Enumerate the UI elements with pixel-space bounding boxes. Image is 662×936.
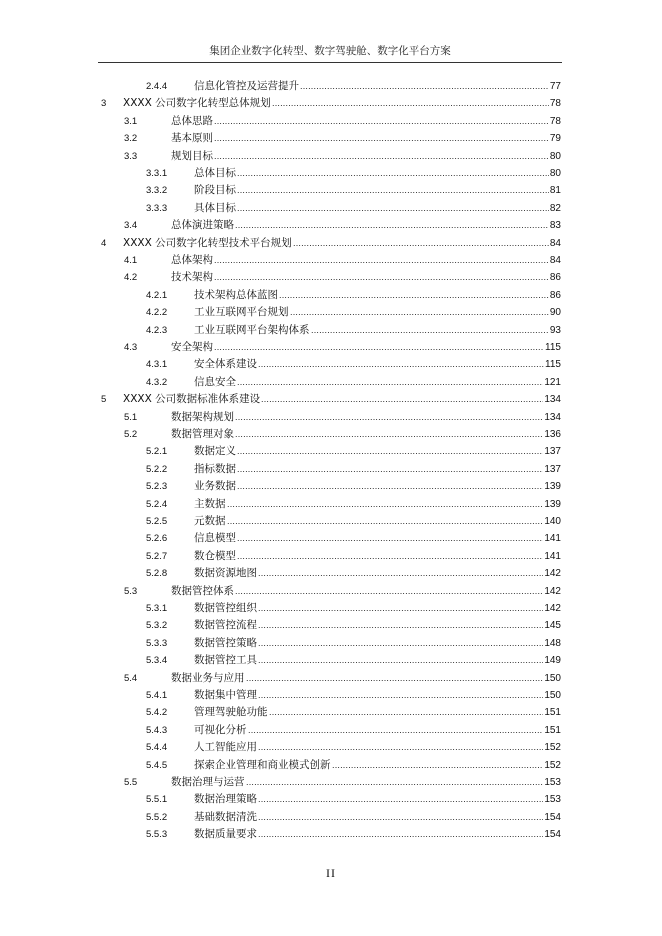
toc-leader-dots bbox=[237, 165, 549, 182]
toc-entry-title: 可视化分析 bbox=[194, 723, 247, 736]
toc-entry-number: 4.3.2 bbox=[146, 376, 168, 388]
toc-entry-number: 3.2 bbox=[124, 133, 138, 145]
toc-entry-page: 136 bbox=[544, 429, 561, 440]
toc-entry[interactable] bbox=[0, 130, 662, 147]
toc-entry-number: 5.3.4 bbox=[146, 655, 168, 667]
toc-leader-dots bbox=[258, 809, 543, 826]
toc-entry[interactable] bbox=[0, 826, 662, 843]
toc-entry-number: 5.2 bbox=[124, 429, 138, 440]
toc-leader-dots bbox=[290, 304, 549, 321]
toc-entry-number: 4.1 bbox=[124, 255, 138, 266]
toc-entry-page: 151 bbox=[544, 724, 561, 736]
toc-leader-dots bbox=[235, 217, 549, 234]
toc-entry-title: XXXX 公司数字化转型总体规划 bbox=[123, 97, 271, 110]
toc-entry-number: 5.3.1 bbox=[146, 603, 168, 614]
toc-entry[interactable] bbox=[0, 182, 662, 199]
toc-entry[interactable] bbox=[0, 391, 662, 408]
toc-entry-page: 80 bbox=[549, 168, 561, 179]
toc-leader-dots bbox=[214, 113, 549, 130]
toc-entry[interactable] bbox=[0, 635, 662, 652]
toc-entry-number: 4.2 bbox=[124, 272, 138, 284]
toc-entry-page: 81 bbox=[549, 185, 561, 197]
toc-entry-page: 142 bbox=[544, 568, 561, 580]
toc-entry[interactable] bbox=[0, 443, 662, 460]
toc-entry-page: 137 bbox=[544, 463, 561, 475]
toc-entry-title: 数据管控组织 bbox=[194, 602, 257, 614]
toc-leader-dots bbox=[237, 200, 549, 217]
toc-entry-number: 5.2.3 bbox=[146, 481, 168, 493]
toc-leader-dots bbox=[235, 426, 543, 443]
toc-leader-dots bbox=[237, 530, 543, 547]
toc-entry[interactable] bbox=[0, 461, 662, 478]
toc-entry[interactable] bbox=[0, 148, 662, 165]
toc-entry-number: 5.1 bbox=[124, 411, 138, 423]
toc-entry[interactable] bbox=[0, 774, 662, 791]
toc-entry-page: 141 bbox=[544, 533, 561, 545]
toc-entry-page: 152 bbox=[544, 759, 561, 771]
toc-entry-page: 79 bbox=[549, 133, 561, 145]
toc-entry-page: 153 bbox=[544, 777, 561, 788]
toc-leader-dots bbox=[272, 95, 549, 112]
toc-entry-number: 5.2.6 bbox=[146, 533, 168, 545]
toc-entry-title: 数据定义 bbox=[194, 445, 236, 458]
toc-entry-title: 人工智能应用 bbox=[194, 741, 257, 754]
toc-entry[interactable] bbox=[0, 722, 662, 739]
toc-entry-page: 151 bbox=[544, 707, 561, 719]
toc-entry-title: 管理驾驶舱功能 bbox=[194, 706, 268, 719]
toc-entry-title: 工业互联网平台架构体系 bbox=[194, 323, 310, 336]
header-rule bbox=[98, 62, 562, 63]
toc-leader-dots bbox=[258, 600, 543, 617]
toc-entry-page: 134 bbox=[544, 394, 561, 406]
toc-leader-dots bbox=[237, 374, 543, 391]
toc-entry[interactable] bbox=[0, 165, 662, 182]
toc-leader-dots bbox=[293, 235, 549, 252]
toc-entry-title: 基本原则 bbox=[171, 132, 213, 145]
toc-entry-page: 141 bbox=[544, 550, 561, 562]
toc-entry-number: 3.4 bbox=[124, 220, 138, 232]
toc-entry-page: 86 bbox=[549, 272, 561, 284]
toc-entry-number: 5.4.5 bbox=[146, 759, 168, 771]
toc-entry-title: 技术架构 bbox=[171, 271, 213, 284]
toc-entry-page: 84 bbox=[549, 255, 561, 266]
toc-entry-number: 5.4.2 bbox=[146, 707, 168, 719]
toc-entry-number: 5.3 bbox=[124, 585, 138, 597]
toc-leader-dots bbox=[246, 774, 543, 791]
toc-entry[interactable] bbox=[0, 583, 662, 600]
toc-leader-dots bbox=[279, 287, 549, 304]
toc-entry[interactable] bbox=[0, 409, 662, 426]
toc-leader-dots bbox=[214, 339, 544, 356]
toc-leader-dots bbox=[237, 443, 543, 460]
toc-entry-title: XXXX 公司数字化转型技术平台规划 bbox=[123, 236, 292, 249]
toc-entry-title: 探索企业管理和商业模式创新 bbox=[194, 758, 331, 771]
toc-entry-page: 150 bbox=[544, 690, 561, 701]
toc-leader-dots bbox=[311, 322, 549, 339]
toc-entry[interactable] bbox=[0, 78, 662, 95]
toc-entry-page: 142 bbox=[544, 585, 561, 597]
toc-entry-title: 安全体系建设 bbox=[194, 358, 257, 371]
toc-entry[interactable] bbox=[0, 287, 662, 304]
toc-leader-dots bbox=[258, 826, 543, 843]
toc-leader-dots bbox=[246, 670, 543, 687]
toc-entry[interactable] bbox=[0, 269, 662, 286]
toc-entry-title: 数据业务与应用 bbox=[171, 671, 245, 684]
toc-entry-title: 总体架构 bbox=[171, 254, 213, 266]
toc-entry-number: 4.3 bbox=[124, 342, 138, 353]
toc-entry-title: 数仓模型 bbox=[194, 549, 236, 562]
toc-entry-title: 数据资源地图 bbox=[194, 567, 257, 580]
toc-entry-title: XXXX 公司数据标准体系建设 bbox=[123, 393, 261, 406]
toc-entry-number: 5.4 bbox=[124, 672, 138, 684]
toc-entry[interactable] bbox=[0, 617, 662, 634]
toc-entry-title: 数据治理策略 bbox=[194, 793, 257, 806]
toc-entry-page: 115 bbox=[545, 359, 561, 371]
toc-entry-number: 5.3.3 bbox=[146, 637, 168, 649]
toc-entry-number: 4.2.1 bbox=[146, 289, 168, 301]
toc-entry[interactable] bbox=[0, 113, 662, 130]
toc-entry[interactable] bbox=[0, 496, 662, 513]
toc-entry[interactable] bbox=[0, 739, 662, 756]
toc-leader-dots bbox=[214, 269, 549, 286]
toc-entry-page: 153 bbox=[544, 794, 561, 806]
toc-entry-number: 3.3.2 bbox=[146, 185, 168, 197]
toc-entry-number: 5.5.3 bbox=[146, 829, 168, 841]
toc-entry-title: 业务数据 bbox=[194, 480, 236, 493]
toc-leader-dots bbox=[227, 513, 543, 530]
toc-entry[interactable] bbox=[0, 513, 662, 530]
toc-entry[interactable] bbox=[0, 757, 662, 774]
toc-entry-number: 5.4.4 bbox=[146, 742, 168, 754]
toc-entry-title: 数据管控流程 bbox=[194, 619, 257, 632]
toc-entry-number: 5 bbox=[101, 394, 107, 406]
toc-entry-page: 139 bbox=[544, 481, 561, 493]
toc-entry-title: 数据质量要求 bbox=[194, 828, 257, 841]
toc-leader-dots bbox=[248, 722, 543, 739]
toc-entry-number: 4 bbox=[101, 237, 107, 249]
toc-entry-title: 规划目标 bbox=[171, 149, 213, 162]
toc-entry[interactable] bbox=[0, 791, 662, 808]
toc-entry-number: 5.2.5 bbox=[146, 516, 168, 527]
toc-entry-page: 134 bbox=[544, 411, 561, 423]
toc-entry-page: 93 bbox=[549, 324, 561, 336]
toc-entry-title: 具体目标 bbox=[194, 201, 236, 214]
toc-entry[interactable] bbox=[0, 687, 662, 704]
toc-entry[interactable] bbox=[0, 600, 662, 617]
toc-entry-number: 4.2.2 bbox=[146, 307, 168, 319]
toc-entry-page: 86 bbox=[549, 289, 561, 301]
toc-leader-dots bbox=[258, 356, 544, 373]
toc-leader-dots bbox=[237, 548, 543, 565]
toc-entry-page: 78 bbox=[549, 115, 561, 127]
toc-entry[interactable] bbox=[0, 322, 662, 339]
toc-entry-number: 3.3.3 bbox=[146, 202, 168, 214]
toc-entry-number: 5.2.8 bbox=[146, 568, 168, 580]
toc-entry-number: 3.1 bbox=[124, 115, 138, 127]
toc-leader-dots bbox=[237, 461, 543, 478]
toc-entry-page: 137 bbox=[544, 446, 561, 458]
toc-entry[interactable] bbox=[0, 670, 662, 687]
toc-entry-page: 154 bbox=[544, 829, 561, 841]
toc-entry-title: 元数据 bbox=[194, 515, 226, 527]
toc-entry-title: 阶段目标 bbox=[194, 184, 236, 197]
toc-entry[interactable] bbox=[0, 426, 662, 443]
toc-entry[interactable] bbox=[0, 478, 662, 495]
toc-leader-dots bbox=[332, 757, 543, 774]
toc-leader-dots bbox=[214, 148, 549, 165]
toc-entry-title: 信息安全 bbox=[194, 375, 236, 388]
toc-entry[interactable] bbox=[0, 565, 662, 582]
toc-entry-page: 154 bbox=[544, 811, 561, 823]
toc-entry[interactable] bbox=[0, 530, 662, 547]
toc-entry-page: 121 bbox=[544, 376, 561, 388]
toc-entry-number: 5.2.7 bbox=[146, 550, 168, 562]
page-header-title: 集团企业数字化转型、数字驾驶舱、数字化平台方案 bbox=[209, 45, 451, 57]
toc-entry-title: 总体思路 bbox=[171, 114, 213, 127]
toc-entry-page: 80 bbox=[549, 150, 561, 162]
toc-entry-page: 150 bbox=[544, 672, 561, 684]
toc-entry[interactable] bbox=[0, 95, 662, 112]
toc-entry-number: 5.3.2 bbox=[146, 620, 168, 632]
toc-leader-dots bbox=[235, 409, 543, 426]
toc-entry-title: 数据治理与运营 bbox=[171, 776, 245, 788]
toc-entry-number: 5.5.1 bbox=[146, 794, 168, 806]
toc-leader-dots bbox=[300, 78, 549, 95]
toc-entry-page: 142 bbox=[544, 603, 561, 614]
toc-entry-number: 3.3.1 bbox=[146, 168, 168, 179]
toc-entry-number: 5.5.2 bbox=[146, 811, 168, 823]
page-number: II bbox=[326, 866, 336, 880]
toc-entry-page: 83 bbox=[549, 220, 561, 232]
toc-leader-dots bbox=[237, 182, 549, 199]
toc-entry-page: 149 bbox=[544, 655, 561, 667]
toc-entry-number: 5.4.1 bbox=[146, 690, 168, 701]
toc-entry-page: 140 bbox=[544, 516, 561, 527]
toc-leader-dots bbox=[227, 496, 543, 513]
toc-entry-page: 78 bbox=[549, 98, 561, 110]
toc-entry[interactable] bbox=[0, 235, 662, 252]
toc-entry-title: 基础数据清洗 bbox=[194, 810, 257, 823]
toc-entry[interactable] bbox=[0, 356, 662, 373]
toc-entry-title: 数据管控策略 bbox=[194, 636, 257, 649]
toc-entry-title: 数据架构规划 bbox=[171, 410, 234, 423]
toc-entry-number: 3.3 bbox=[124, 150, 138, 162]
toc-entry-title: 数据管控体系 bbox=[171, 584, 234, 597]
toc-entry-title: 信息化管控及运营提升 bbox=[194, 80, 299, 92]
toc-leader-dots bbox=[258, 791, 543, 808]
toc-entry-number: 4.3.1 bbox=[146, 359, 168, 371]
toc-entry-page: 82 bbox=[549, 202, 561, 214]
toc-entry[interactable] bbox=[0, 217, 662, 234]
toc-entry-title: 信息模型 bbox=[194, 532, 236, 545]
toc-entry-number: 4.2.3 bbox=[146, 324, 168, 336]
toc-entry[interactable] bbox=[0, 704, 662, 721]
toc-leader-dots bbox=[269, 704, 543, 721]
toc-entry[interactable] bbox=[0, 374, 662, 391]
toc-leader-dots bbox=[237, 478, 543, 495]
toc-entry-number: 2.4.4 bbox=[146, 81, 168, 92]
toc-entry-page: 77 bbox=[549, 81, 561, 92]
toc-entry-title: 指标数据 bbox=[194, 462, 236, 475]
toc-leader-dots bbox=[258, 635, 543, 652]
toc-entry-number: 5.4.3 bbox=[146, 724, 168, 736]
toc-entry-title: 工业互联网平台规划 bbox=[194, 306, 289, 319]
toc-entry-number: 5.2.2 bbox=[146, 463, 168, 475]
toc-leader-dots bbox=[235, 583, 543, 600]
toc-leader-dots bbox=[258, 617, 543, 634]
toc-entry[interactable] bbox=[0, 339, 662, 356]
toc-entry[interactable] bbox=[0, 200, 662, 217]
toc-entry-page: 115 bbox=[545, 342, 561, 353]
toc-entry-title: 数据管控工具 bbox=[194, 654, 257, 667]
toc-entry[interactable] bbox=[0, 548, 662, 565]
toc-entry-title: 安全架构 bbox=[171, 341, 213, 353]
toc-leader-dots bbox=[258, 739, 543, 756]
toc-entry[interactable] bbox=[0, 252, 662, 269]
toc-entry-title: 数据管理对象 bbox=[171, 428, 234, 440]
toc-entry-title: 总体目标 bbox=[194, 167, 236, 179]
toc-entry-page: 90 bbox=[549, 307, 561, 319]
toc-entry[interactable] bbox=[0, 304, 662, 321]
toc-entry-title: 数据集中管理 bbox=[194, 689, 257, 701]
toc-entry-page: 145 bbox=[544, 620, 561, 632]
toc-entry-page: 84 bbox=[549, 237, 561, 249]
toc-leader-dots bbox=[258, 652, 543, 669]
toc-entry-number: 5.2.4 bbox=[146, 498, 168, 510]
toc-entry-title: 技术架构总体蓝图 bbox=[194, 288, 278, 301]
toc-entry[interactable] bbox=[0, 652, 662, 669]
toc-leader-dots bbox=[214, 252, 549, 269]
toc-entry-number: 3 bbox=[101, 98, 107, 110]
toc-leader-dots bbox=[261, 391, 543, 408]
toc-leader-dots bbox=[214, 130, 549, 147]
toc-entry[interactable] bbox=[0, 809, 662, 826]
toc-entry-page: 139 bbox=[544, 498, 561, 510]
toc-entry-page: 148 bbox=[544, 637, 561, 649]
toc-entry-number: 5.5 bbox=[124, 777, 138, 788]
toc-entry-title: 总体演进策略 bbox=[171, 219, 234, 232]
toc-leader-dots bbox=[258, 565, 543, 582]
toc-leader-dots bbox=[258, 687, 543, 704]
toc-entry-title: 主数据 bbox=[194, 497, 226, 510]
toc-entry-number: 5.2.1 bbox=[146, 446, 168, 458]
toc-entry-page: 152 bbox=[544, 742, 561, 754]
